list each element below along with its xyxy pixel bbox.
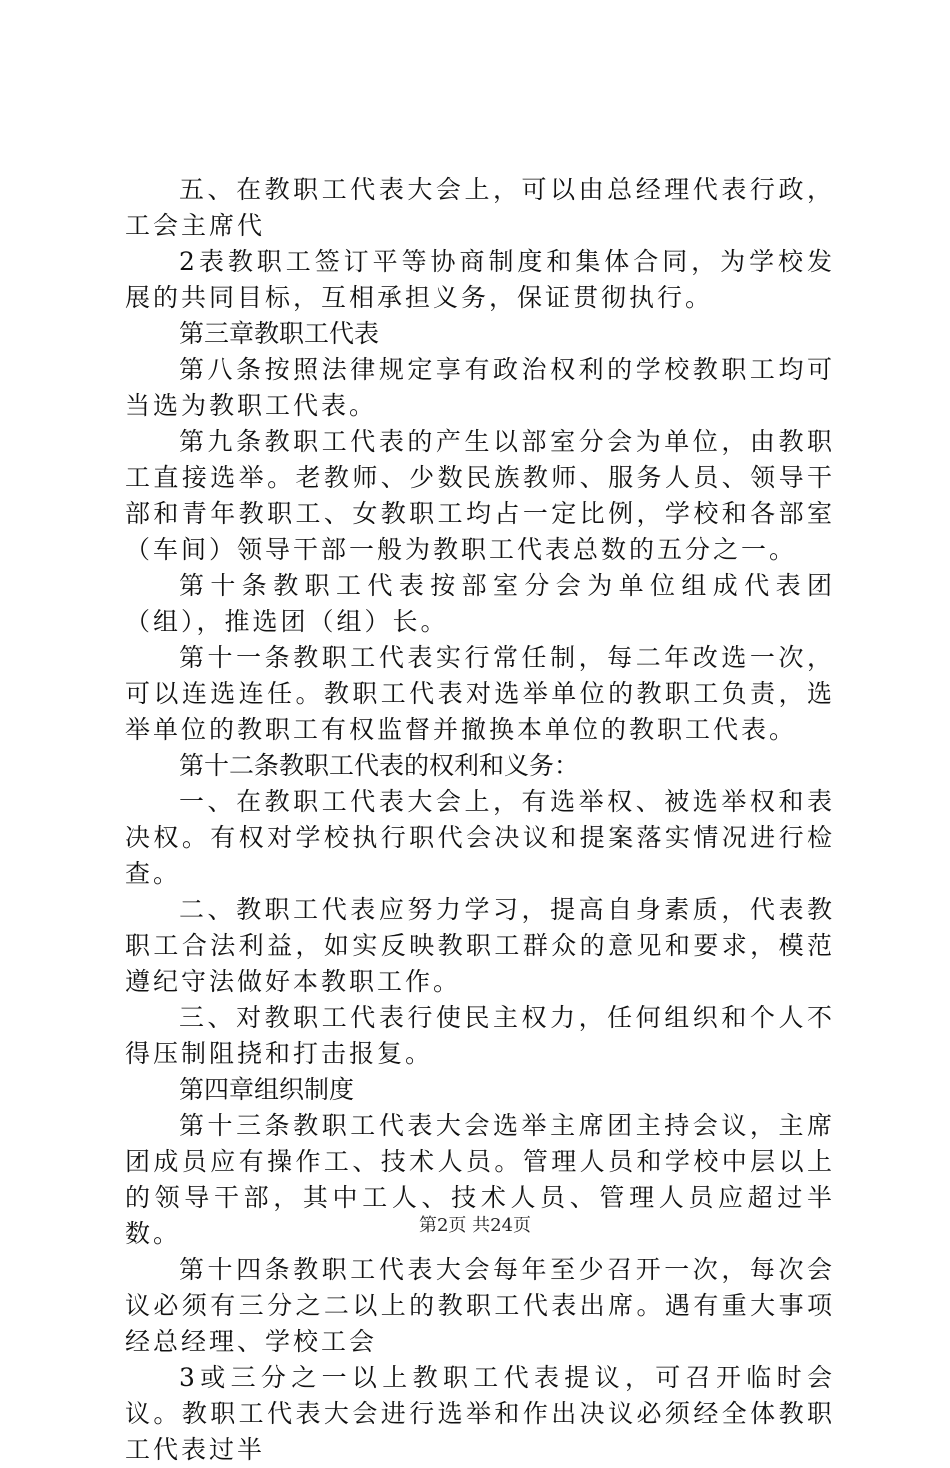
paragraph-item-3: 三、对教职工代表行使民主权力，任何组织和个人不得压制阻挠和打击报复。 — [125, 1003, 835, 1068]
chapter-heading-4: 第四章组织制度 — [179, 1075, 355, 1104]
paragraph-article-11: 第十一条教职工代表实行常任制，每二年改选一次，可以连选连任。教职工代表对选举单位的教职工负责，选举单位的教职工有权监督并撤换本单位的教职工代表。 — [125, 643, 835, 744]
page-number-footer: 第2页 共24页 — [418, 1215, 532, 1236]
paragraph-article-12: 第十二条教职工代表的权利和义务： — [179, 751, 580, 780]
paragraph-article-9: 第九条教职工代表的产生以部室分会为单位，由教职工直接选举。老教师、少数民族教师、服务人员、领导干部和青年教职工、女教职工均占一定比例，学校和各部室（车间）领导干部一般为教职工代表总数的五分之一。 — [125, 427, 835, 564]
paragraph-item-2: 二、教职工代表应努力学习，提高自身素质，代表教职工合法利益，如实反映教职工群众的意见和要求，模范遵纪守法做好本教职工作。 — [125, 895, 835, 996]
paragraph-article-8: 第八条按照法律规定享有政治权利的学校教职工均可当选为教职工代表。 — [125, 355, 835, 420]
paragraph-item-1: 一、在教职工代表大会上，有选举权、被选举权和表决权。有权对学校执行职代会决议和提案落实情况进行检查。 — [125, 787, 835, 888]
paragraph-1: 五、在教职工代表大会上，可以由总经理代表行政，工会主席代 — [125, 175, 835, 240]
paragraph-article-14: 第十四条教职工代表大会每年至少召开一次，每次会议必须有三分之二以上的教职工代表出席。遇有重大事项经总经理、学校工会 — [125, 1255, 835, 1356]
paragraph-article-10: 第十条教职工代表按部室分会为单位组成代表团（组），推选团（组）长。 — [125, 571, 835, 636]
document-body — [125, 172, 835, 1468]
chapter-heading-3: 第三章教职工代表 — [179, 319, 380, 348]
paragraph-continuation: 3或三分之一以上教职工代表提议，可召开临时会议。教职工代表大会进行选举和作出决议必须经全体教职工代表过半 — [125, 1363, 835, 1464]
paragraph-article-13: 第十三条教职工代表大会选举主席团主持会议，主席团成员应有操作工、技术人员。管理人员和学校中层以上的领导干部，其中工人、技术人员、管理人员应超过半数。 — [125, 1111, 835, 1248]
paragraph-2: 2表教职工签订平等协商制度和集体合同，为学校发展的共同目标，互相承担义务，保证贯彻执行。 — [125, 247, 835, 312]
